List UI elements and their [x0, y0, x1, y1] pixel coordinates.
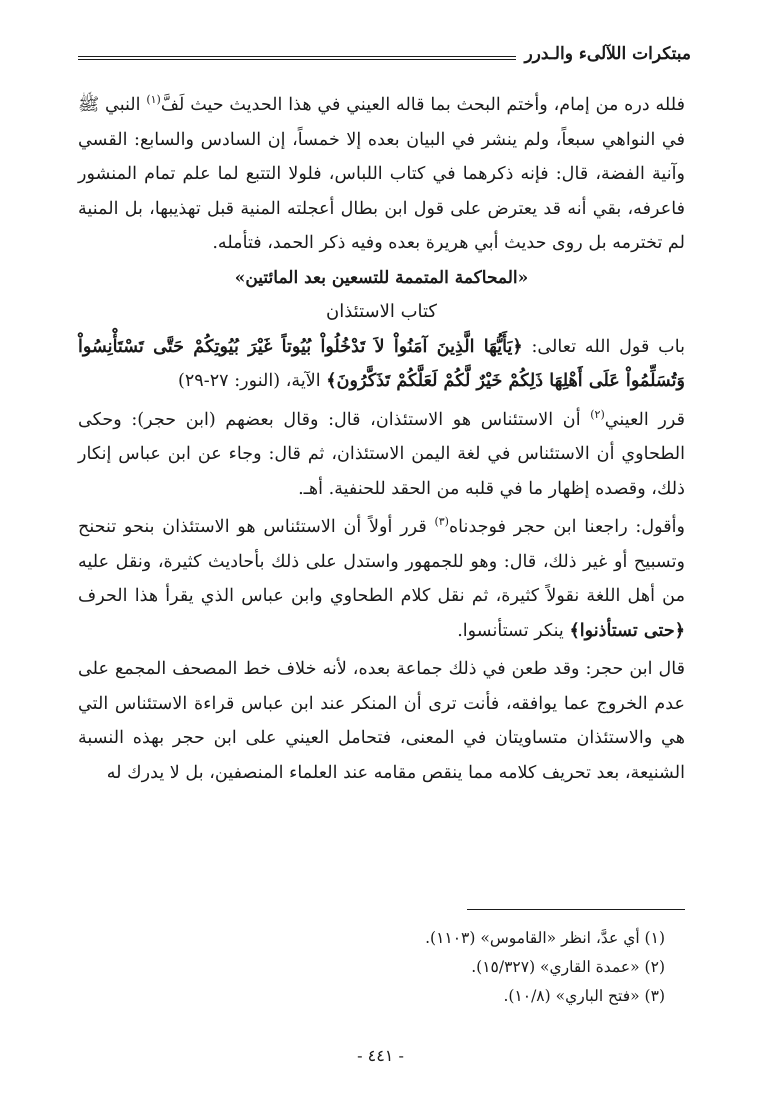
paragraph-1-rest: النبي ﷺ في النواهي سبعاً، ولم ينشر في البيان بعده إلا خمساً، إن السادس والسابع: القسي وآنية الفضة، قال: فإنه ذكرهما في كتاب اللباس، فلولا التتبع لما علم تمام المنشور فاعرفه، بقي أنه قد يعترض على قول ابن بطال أعجلته المنية قبل تهذيبها، بل المنية لم تخترمه بل روى حديث أبي هريرة بعده وفيه ذكر الحمد، فتأمله.	[78, 95, 685, 253]
chapter-intro: باب قول الله تعالى:	[522, 336, 685, 357]
paragraph-3-start: وأقول: راجعنا ابن حجر فوجدناه	[448, 517, 685, 537]
main-text	[78, 88, 685, 790]
verse-reference: الآية، (النور: ٢٧-٢٩)	[177, 371, 327, 391]
paragraph-2	[78, 403, 685, 507]
footnote-2: (٢) «عمدة القاري» (١٥/٣٢٧).	[471, 958, 665, 976]
footnote-rule	[467, 909, 685, 910]
paragraph-3	[78, 510, 685, 648]
footnote-ref-3: (٣)	[434, 515, 449, 529]
header-rule	[78, 56, 516, 60]
paragraph-3-middle: قرر أولاً أن الاستئناس هو الاستئذان بنحو تنحنح وتسبيح أو غير ذلك، قال: وهو للجمهور واستدل على ذلك بأحاديث كثيرة، ونقل عليه من أهل اللغة نقولاً كثيرة، ثم نقل كلام الطحاوي وابن عباس الذي يقرأ هذا الحرف	[78, 517, 685, 606]
paragraph-4: قال ابن حجر: وقد طعن في ذلك جماعة بعده، لأنه خلاف خط المصحف المجمع على عدم الخروج عما يوافقه، فأنت ترى أن المنكر عند ابن عباس قراءة الاستئناس التي هي والاستئذان متساويتان في المعنى، فتحامل العيني على ابن حجر بهذه النسبة الشنيعة، بعد تحريف كلامه مما ينقص مقامه عند العلماء المنصفين، بل لا يدرك له	[78, 659, 685, 783]
chapter-heading	[78, 330, 685, 399]
footnote-3: (٣) «فتح الباري» (١٠/٨).	[503, 987, 665, 1005]
book-title: كتاب الاستئذان	[325, 301, 438, 322]
page-number: - ٤٤١ -	[357, 1046, 404, 1065]
footnotes	[78, 924, 685, 1011]
footnote-ref-2: (٢)	[590, 407, 605, 421]
quran-verse: ﴿يَأَيُّهَا الَّذِينَ آمَنُواْ لاَ تَدْخُلُواْ بُيُوتاً غَيْرَ بُيُوتِكُمْ حَتَّى تَسْتَأْنِسُواْ وَتُسَلِّمُواْ عَلَى أَهْلِهَا ذَلِكُمْ خَيْرٌ لَّكُمْ لَعَلَّكُمْ تَذَكَّرُونَ﴾	[78, 335, 685, 391]
section-title: «المحاكمة المتممة للتسعين بعد المائتين»	[234, 267, 529, 288]
inline-verse: ﴿حتى تستأذنوا﴾	[569, 619, 685, 641]
paragraph-1	[78, 88, 685, 261]
footnote-ref-1: (١)	[146, 93, 161, 107]
paragraph-2-rest: أن الاستئناس هو الاستئذان، قال: وقال بعضهم (ابن حجر): وحكى الطحاوي أن الاستئناس في لغة اليمن الاستئذان، ثم قال: وجاء عن ابن عباس إنكار ذلك، وقصده إظهار ما في قلبه من الحقد للحنفية. أهـ.	[78, 409, 685, 499]
paragraph-3-end: ينكر تستأنسوا.	[457, 620, 570, 641]
paragraph-2-start: قرر العيني	[604, 409, 685, 430]
paragraph-1-text: فلله دره من إمام، وأختم البحث بما قاله العيني في هذا الحديث حيث لَفَّ	[160, 95, 685, 115]
page-header	[78, 30, 691, 64]
footnote-1: (١) أي عدَّ، انظر «القاموس» (١١٠٣).	[425, 929, 665, 947]
running-title: مبتكرات اللآلىء والـدرر	[524, 44, 691, 64]
